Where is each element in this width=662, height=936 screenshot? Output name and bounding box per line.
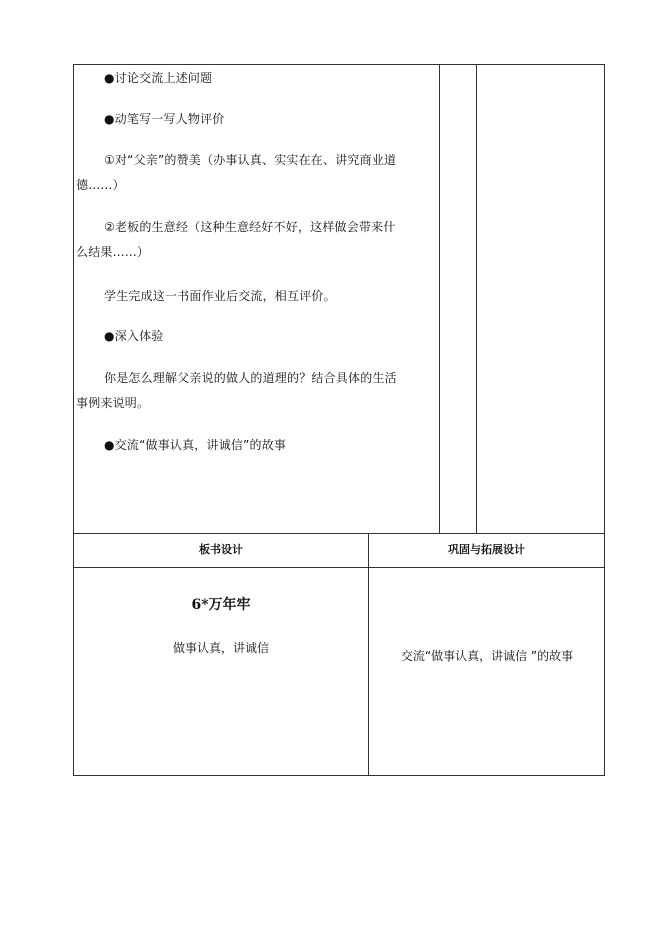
board-design-header: 板书设计	[199, 543, 243, 556]
upper-col-divider-2	[476, 64, 477, 534]
bullet-experience: ●深入体验	[104, 329, 164, 343]
bullet-write: ●动笔写一写人物评价	[104, 112, 225, 126]
table-top-border	[73, 64, 605, 65]
bullet-discuss: ●讨论交流上述问题	[104, 71, 213, 85]
table-left-border	[73, 64, 74, 776]
table-right-border	[604, 64, 605, 776]
student-task: 学生完成这一书面作业后交流，相互评价。	[104, 289, 336, 303]
extend-design-header: 巩固与拓展设计	[448, 543, 525, 556]
upper-col-divider-1	[439, 64, 440, 534]
question-line2: 事例来说明。	[76, 396, 150, 410]
question-line1: 你是怎么理解父亲说的做人的道理的？结合具体的生活	[104, 371, 397, 385]
table-bottom-border	[73, 775, 605, 776]
upper-bottom-border	[73, 533, 605, 534]
item2-line2: 么结果……）	[76, 245, 150, 259]
board-subtitle: 做事认真，讲诚信	[172, 641, 269, 655]
item1-line1: ①对“父亲”的赞美（办事认真、实实在在、讲究商业道	[104, 153, 397, 167]
item1-line2: 德……）	[76, 178, 125, 192]
lower-col-divider	[368, 533, 369, 776]
item2-line1: ②老板的生意经（这种生意经好不好，这样做会带来什	[104, 220, 396, 234]
board-title: 6*万年牢	[191, 597, 251, 613]
lower-header-border	[73, 567, 605, 568]
bullet-story: ●交流“做事认真，讲诚信”的故事	[104, 438, 287, 452]
extend-content: 交流“做事认真，讲诚信 ”的故事	[400, 649, 574, 663]
